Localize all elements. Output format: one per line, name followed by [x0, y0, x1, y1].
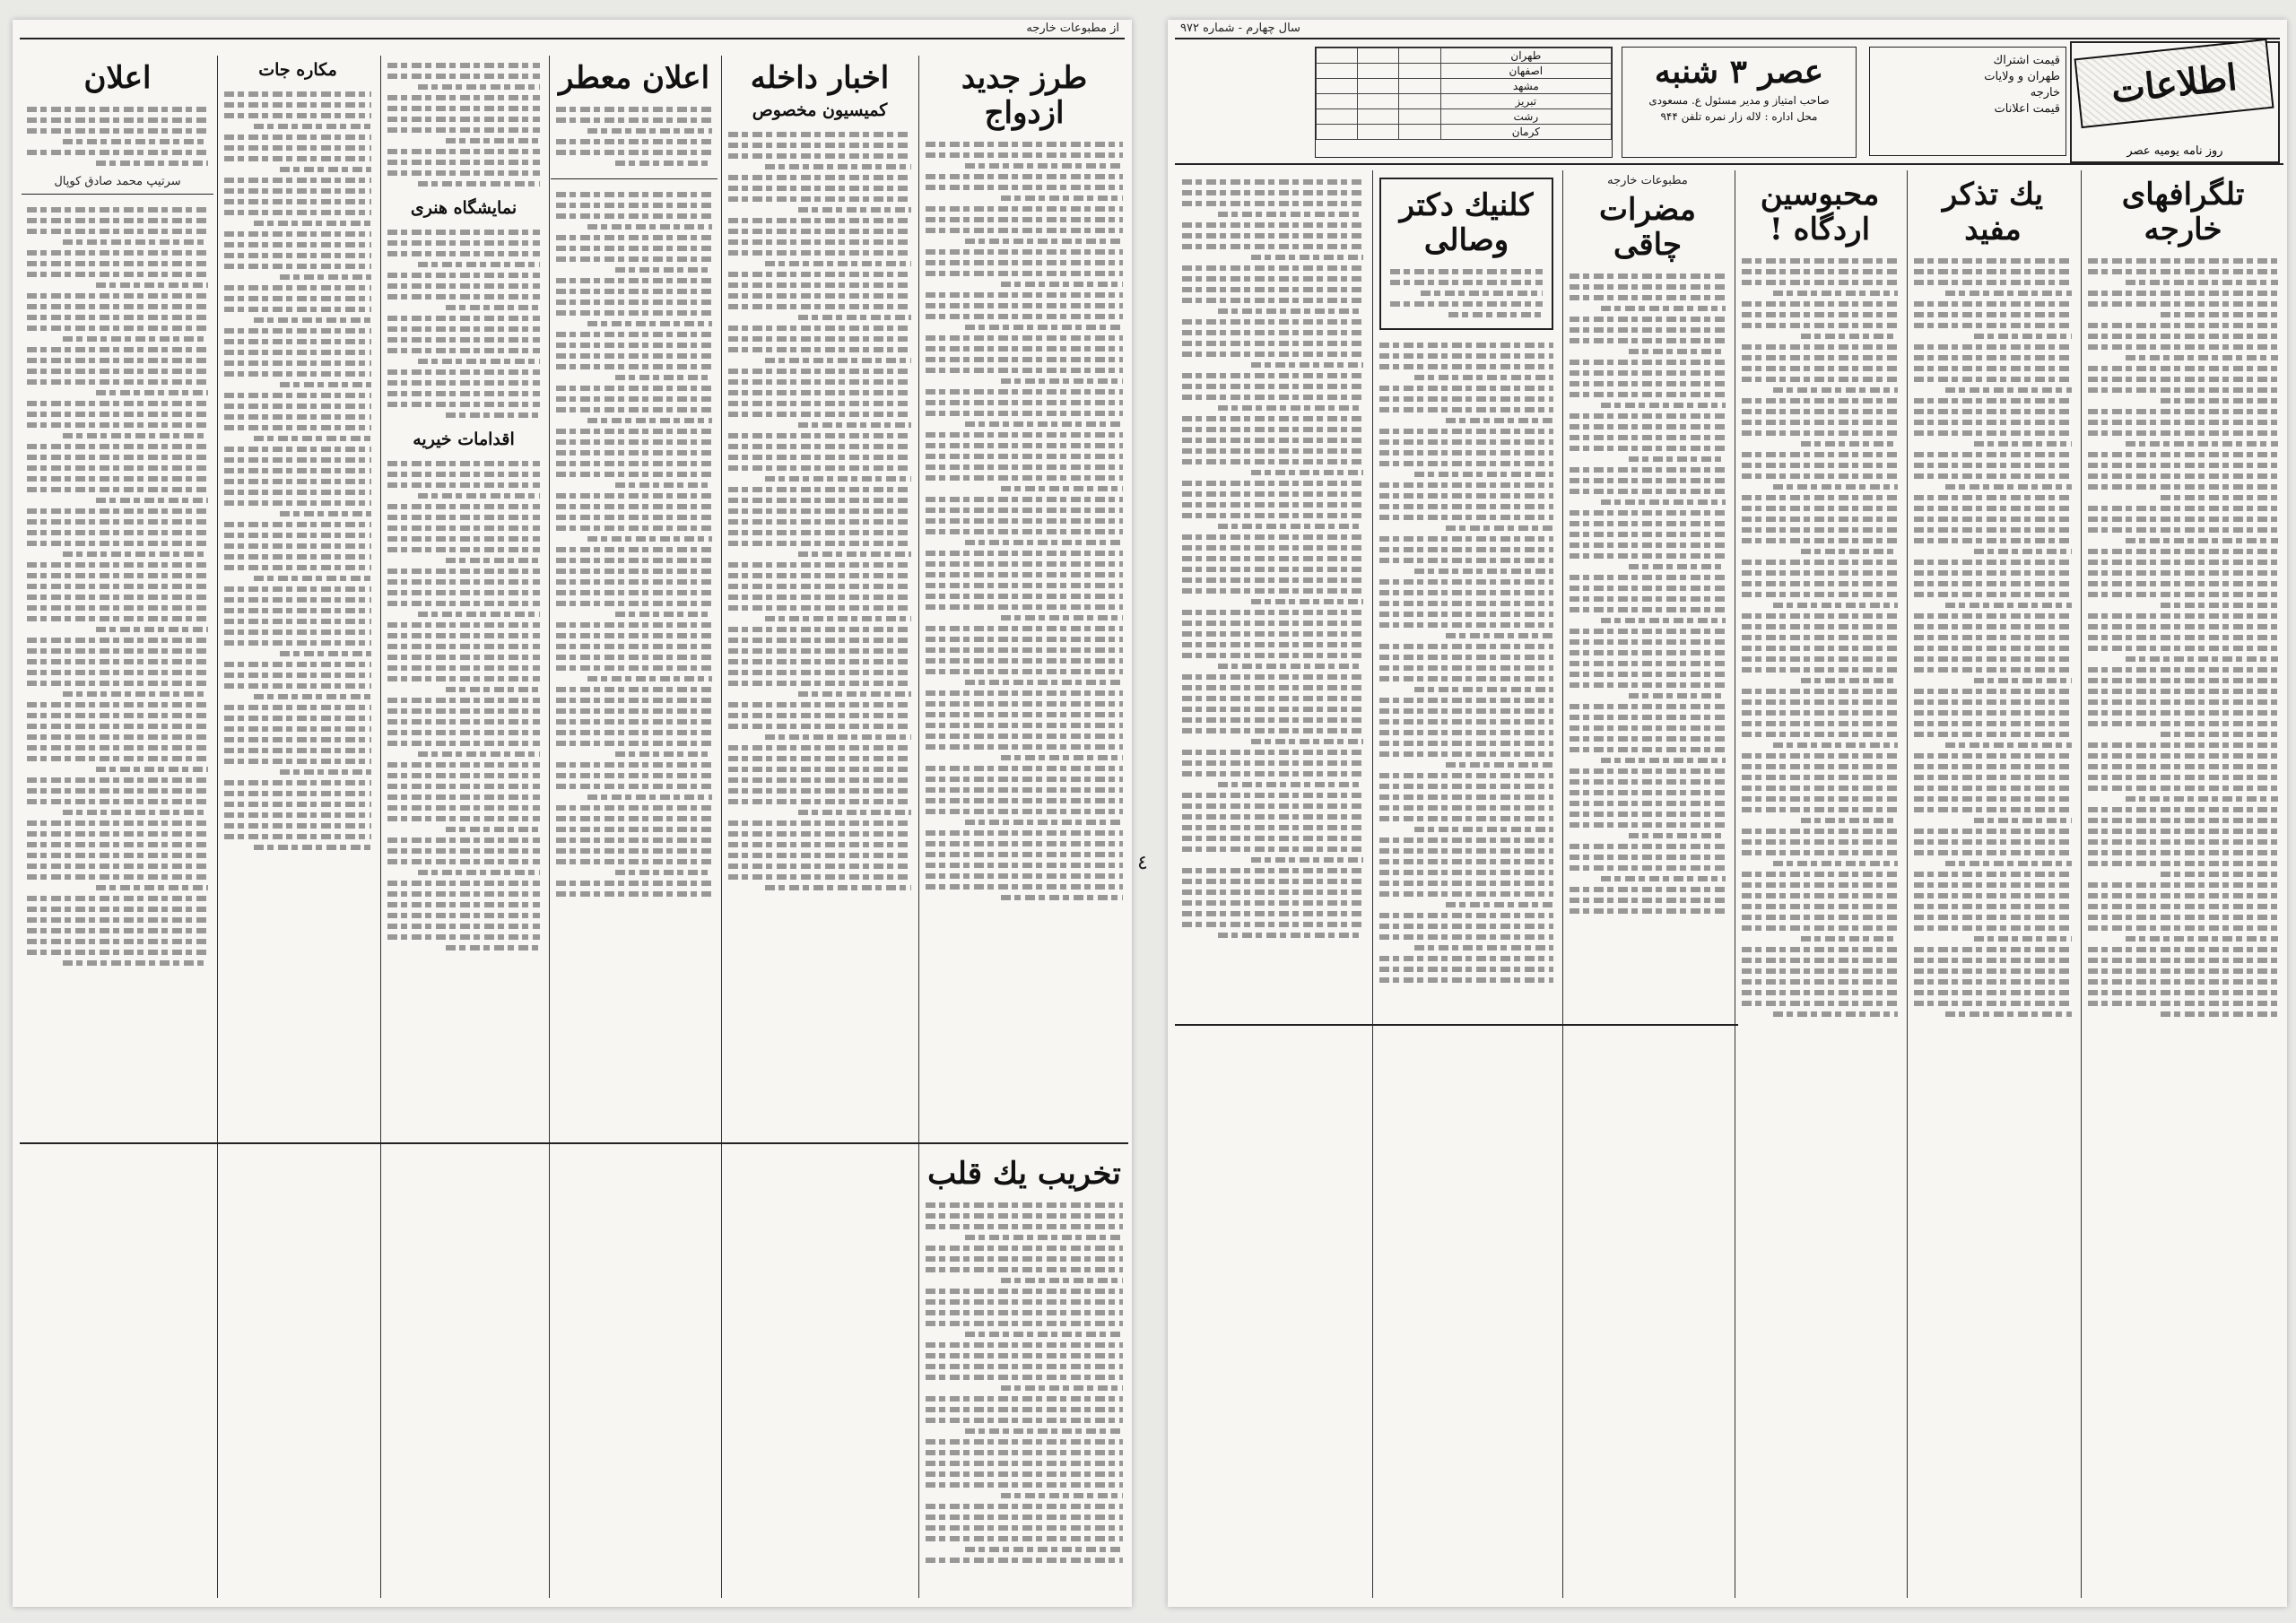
section-title: اقدامات خیریه: [413, 429, 515, 449]
table-row: [1317, 109, 1612, 125]
masthead: [2070, 41, 2280, 163]
column-market: [219, 56, 377, 1598]
table-row: [1317, 64, 1612, 79]
article-body: [1736, 251, 1903, 1024]
serial-headline: تخریب یك قلب: [927, 1156, 1121, 1192]
article-foreign-telegrams: [2083, 172, 2283, 1598]
newspaper-logo: اطلاعات: [2074, 39, 2274, 128]
section-label: مطبوعات خارجه: [1607, 174, 1688, 187]
table-cell: طهران: [1440, 48, 1611, 64]
running-head: سال چهارم - شماره ۹۷۲: [1180, 22, 1300, 35]
ad-body: [551, 100, 718, 173]
column-rule: [217, 56, 218, 1598]
column-rule: [2081, 170, 2082, 1598]
article-useful-note: [1909, 172, 2077, 1598]
column-rule: [1372, 170, 1373, 1598]
article-body: [1564, 266, 1731, 921]
weather-table: [1315, 47, 1613, 158]
article-obesity: [1564, 172, 1731, 1598]
ad-body: [1385, 262, 1548, 325]
column-rule: [380, 56, 381, 1598]
article-headline: اخبار داخله: [750, 60, 890, 96]
article-headline: مضرات چاقی: [1599, 192, 1696, 264]
top-rule: [1175, 38, 2280, 39]
article-body: [219, 84, 377, 857]
announcement-signature: سرتیپ محمد صادق کوپال: [54, 175, 181, 189]
serial-story: [920, 1151, 1128, 1598]
divider: [551, 178, 718, 179]
ad-headline: اعلان معطر: [558, 60, 710, 96]
article-headline: یك تذکر مفید: [1942, 177, 2044, 248]
article-headline: طرز جدید ازدواج: [961, 60, 1088, 132]
article-body: [920, 135, 1128, 907]
table-row: [1317, 125, 1612, 140]
column-misc: [1177, 172, 1369, 1598]
article-headline: تلگرافهای خارجه: [2121, 177, 2245, 248]
price-ads: قیمت اعلانات: [1994, 102, 2060, 116]
announcement-body: [22, 100, 213, 173]
table-cell: رشت: [1440, 109, 1611, 125]
ad-headline: کلنیك دکتر وصالی: [1399, 187, 1534, 259]
date-box: [1622, 47, 1857, 158]
column-rule: [721, 56, 722, 1598]
article-body: [1177, 172, 1369, 945]
ad-perfume: [551, 56, 718, 1598]
article-body: [1909, 251, 2077, 1024]
divider: [22, 194, 213, 195]
ad-clinic: [1374, 172, 1559, 1598]
article-body: [723, 125, 917, 898]
article-body: [382, 222, 545, 425]
article-body: [1374, 335, 1559, 990]
masthead-subtitle: روز نامه یومیه عصر: [2126, 144, 2223, 158]
masthead-rule: [1175, 163, 2283, 165]
right-page: [1168, 20, 2287, 1607]
article-headline: محبوسین اردگاه !: [1760, 177, 1880, 248]
article-body: [382, 56, 545, 194]
clinic-ad-box: [1379, 178, 1553, 330]
table-cell: کرمان: [1440, 125, 1611, 140]
column-rule: [1907, 170, 1908, 1598]
article-camp-prisoners: [1736, 172, 1903, 1598]
announcement-headline: اعلان: [83, 60, 152, 96]
serial-body: [920, 1195, 1128, 1570]
subscription-prices: [1869, 47, 2066, 156]
column-rule: [1562, 170, 1563, 1598]
table-row: [1317, 79, 1612, 94]
column-misc-news: [382, 56, 545, 1598]
price-foreign: خارجه: [2030, 86, 2060, 100]
article-body: [2083, 251, 2283, 1024]
table-row: [1317, 48, 1612, 64]
section-title: نمایشگاه هنری: [410, 198, 517, 218]
table-row: [1317, 94, 1612, 109]
publisher-line: صاحب امتیاز و مدیر مسئول ع. مسعودی: [1648, 94, 1830, 107]
office-line: محل اداره : لاله زار نمره تلفن ۹۴۴: [1660, 110, 1818, 123]
column-rule: [549, 56, 550, 1598]
announcement: [22, 56, 213, 1598]
article-body: [551, 185, 718, 904]
price-tehran: طهران و ولایات: [1984, 70, 2060, 83]
table-cell: اصفهان: [1440, 64, 1611, 79]
section-label: از مطبوعات خارجه: [1026, 22, 1119, 35]
table-cell: مشهد: [1440, 79, 1611, 94]
section-title: مکاره جات: [258, 60, 337, 80]
column-rule: [918, 56, 919, 1598]
price-heading: قیمت اشتراك: [1993, 54, 2060, 67]
left-page: [13, 20, 1132, 1607]
page-number: ٤: [1137, 852, 1148, 874]
article-body: [382, 454, 545, 958]
article-body: [22, 200, 213, 973]
top-rule: [20, 38, 1125, 39]
issue-day: عصر ۳ شنبه: [1654, 53, 1824, 91]
article-domestic-news: [723, 56, 917, 1598]
article-subhead: کمیسیون مخصوص: [752, 100, 888, 121]
table-cell: تبریز: [1440, 94, 1611, 109]
